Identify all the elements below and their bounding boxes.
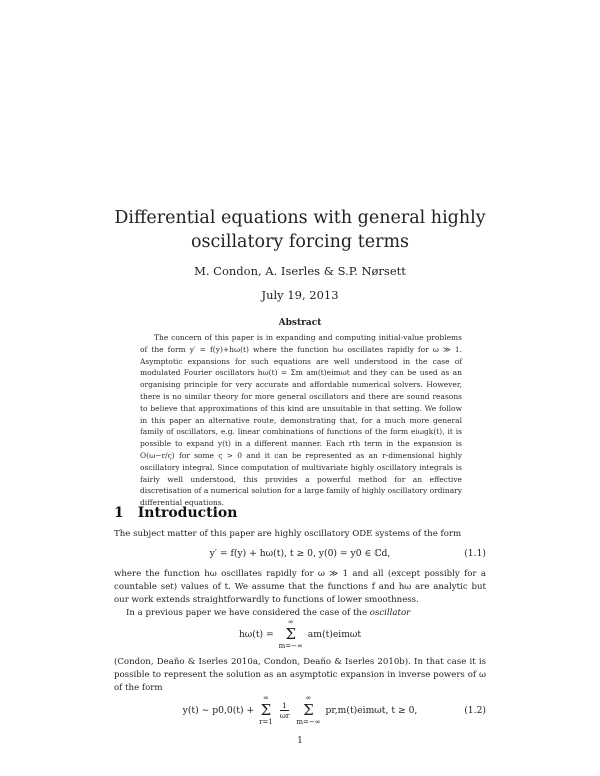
equation-1-1-tag: (1.1) — [464, 548, 486, 559]
section-heading — [114, 505, 237, 521]
paragraph-1: The subject matter of this paper are highly oscillatory ODE systems of the form — [114, 529, 462, 539]
paragraph-2: where the function hω oscillates rapidly for ω ≫ 1 and all (except possibly for a countable set) values of t. We assume that the functions f and hω are analytic but our work extends straightforwardly to functions of lower smoothness. In a previous paper we have considered the case of the oscillator — [114, 569, 486, 618]
abstract-body — [140, 332, 462, 509]
section-number: 1 — [114, 505, 124, 521]
sum-symbol-m: ∞ Σ m=−∞ — [296, 694, 321, 726]
fraction: $\frac{1}{\omega r}$ — [279, 701, 290, 720]
paper-title: Differential equations with general highly oscillatory forcing terms — [114, 208, 486, 252]
equation-1-2: y(t) ∼ p0,0(t) + ∞ Σ r=1 $\frac{1}{\omega r}$ ∞ Σ m=−∞ pr,m(t)eimωt, t ≥ 0, (1.2) — [182, 694, 486, 726]
authors: M. Condon, A. Iserles & S.P. Nørsett — [194, 264, 406, 278]
paragraph-3: In a previous paper we have considered the case of the oscillator — [126, 608, 411, 618]
sum-symbol-r: ∞ Σ r=1 — [259, 694, 273, 726]
paragraph-4: (Condon, Deaño & Iserles 2010a, Condon, Deaño & Iserles 2010b). In that case it is possible to represent the solution as an asymptotic expansion in inverse powers of ω of the form — [114, 657, 486, 693]
abstract-heading: Abstract — [278, 318, 322, 328]
date: July 19, 2013 — [261, 288, 339, 302]
sum-symbol: ∞ Σ m=−∞ — [278, 618, 303, 650]
equation-1-1-body: y′ = f(y) + hω(t), t ≥ 0, y(0) = y0 ∈ ℂd, — [209, 548, 391, 559]
abstract-text: The concern of this paper is in expanding and computing initial-value problems of the form y′ = f(y)+hω(t) where the function hω oscillates rapidly for ω ≫ 1. Asymptotic expansions for such equations are well understood in the case of modulated Fourier oscillators hω(t) = Σm am(t)eimωt and they can be used as an organising principle for very accurate and affordable numerical solvers. However, there is no similar theory for more general oscillators and there are sound reasons to believe that approximations of this kind are unsuitable in that setting. We follow in this paper an alternative route, demonstrating that, for a much more general family of oscillators, e.g. linear combinations of functions of the form eiωgk(t), it is possible to expand y(t) in a different manner. Each rth term in the expansion is O(ω−r/ς) for some ς > 0 and it can be represented as an r-dimensional highly oscillatory integral. Since computation of multivariate highly oscillatory integrals is fairly well understood, this provides a powerful method for an effective discretisation of a numerical solution for a large family of highly oscillatory ordinary differential equations. — [140, 333, 462, 508]
section-title: Introduction — [137, 505, 238, 521]
equation-1-2-tag: (1.2) — [464, 705, 486, 716]
equation-1-1 — [114, 548, 486, 559]
equation-oscillator: hω(t) = ∞ Σ m=−∞ am(t)eimωt — [238, 618, 362, 650]
page-number: 1 — [297, 736, 303, 746]
